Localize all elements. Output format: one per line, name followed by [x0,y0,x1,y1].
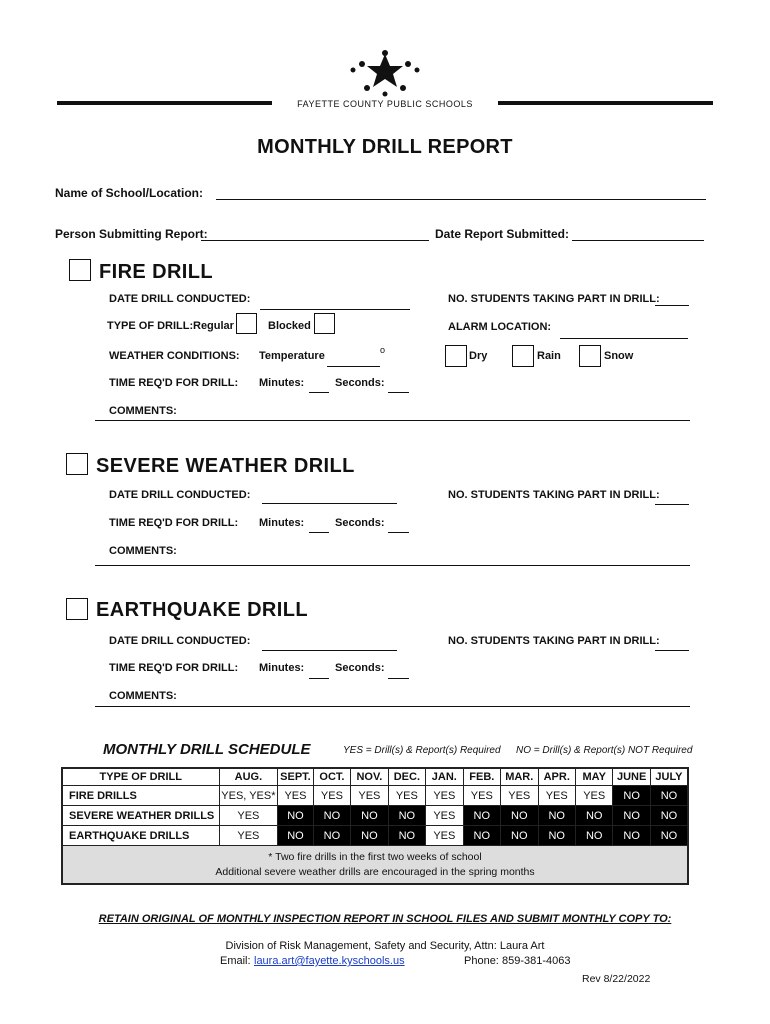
drill-type-cell: SEVERE WEATHER DRILLS [62,806,219,826]
fire-comments-field[interactable] [95,420,690,421]
quake-time-label: TIME REQ'D FOR DRILL: [109,662,239,674]
schedule-cell: NO [388,806,425,826]
schedule-cell: NO [463,826,500,846]
month-header: FEB. [463,768,500,786]
person-field[interactable] [201,240,429,241]
table-row [62,826,688,846]
schedule-cell: NO [538,826,575,846]
schedule-cell: NO [650,786,688,806]
schedule-cell: NO [388,826,425,846]
fire-date-label: DATE DRILL CONDUCTED: [109,293,251,305]
quake-students-field[interactable] [655,650,689,651]
quake-minutes-label: Minutes: [259,662,305,674]
schedule-cell: NO [313,826,350,846]
schedule-cell: NO [463,806,500,826]
email-label: Email: [220,955,251,967]
month-header: JAN. [426,768,463,786]
type-of-drill-header: TYPE OF DRILL [62,768,219,786]
blocked-label: Blocked [268,320,311,332]
severe-time-label: TIME REQ'D FOR DRILL: [109,517,239,529]
quake-comments-label: COMMENTS: [109,690,177,702]
rain-label: Rain [537,350,561,362]
schedule-cell: NO [613,826,650,846]
month-header: JULY [650,768,688,786]
schedule-cell: YES [219,806,278,826]
fire-drill-title: FIRE DRILL [99,261,213,283]
drill-type-cell: FIRE DRILLS [62,786,219,806]
footnote-fire: * Two fire drills in the first two weeks of school [268,850,482,863]
fire-students-label: NO. STUDENTS TAKING PART IN DRILL: [448,293,660,305]
dry-checkbox[interactable] [445,345,467,367]
schedule-cell: YES [575,786,612,806]
schedule-cell: NO [575,826,612,846]
quake-comments-field[interactable] [95,706,690,707]
severe-students-label: NO. STUDENTS TAKING PART IN DRILL: [448,489,660,501]
division-line: Division of Risk Management, Safety and Security, Attn: Laura Art [225,940,545,952]
schedule-cell: NO [613,786,650,806]
severe-comments-label: COMMENTS: [109,545,177,557]
fire-comments-label: COMMENTS: [109,405,177,417]
person-label: Person Submitting Report: [55,227,208,241]
page-title: MONTHLY DRILL REPORT [257,136,513,158]
rain-checkbox[interactable] [512,345,534,367]
fire-date-field[interactable] [260,309,410,310]
schedule-cell: YES [426,806,463,826]
schedule-cell: YES [463,786,500,806]
quake-minutes-field[interactable] [309,678,329,679]
schedule-cell: YES [351,786,388,806]
severe-date-field[interactable] [262,503,397,504]
schedule-cell: NO [650,826,688,846]
schedule-cell: NO [575,806,612,826]
quake-seconds-label: Seconds: [335,662,385,674]
schedule-cell: NO [501,806,538,826]
date-submitted-field[interactable] [572,240,704,241]
fcps-logo-icon [348,50,422,98]
schedule-cell: NO [501,826,538,846]
schedule-cell: NO [278,826,313,846]
school-field[interactable] [216,199,706,200]
temperature-field[interactable] [327,366,380,367]
severe-seconds-label: Seconds: [335,517,385,529]
org-name: FAYETTE COUNTY PUBLIC SCHOOLS [297,99,473,109]
schedule-cell: YES [313,786,350,806]
header-rule-left [57,101,272,105]
schedule-header-row [62,768,688,786]
fire-minutes-field[interactable] [309,392,329,393]
regular-label: Regular [193,320,234,332]
quake-date-label: DATE DRILL CONDUCTED: [109,635,251,647]
table-row [62,806,688,826]
dry-label: Dry [469,350,488,362]
month-header: MAR. [501,768,538,786]
email-link[interactable]: laura.art@fayette.kyschools.us [254,955,405,967]
severe-minutes-field[interactable] [309,532,329,533]
schedule-cell: YES, YES* [219,786,278,806]
severe-minutes-label: Minutes: [259,517,305,529]
blocked-checkbox[interactable] [314,313,335,334]
month-header: SEPT. [278,768,313,786]
schedule-cell: YES [426,786,463,806]
month-header: NOV. [351,768,388,786]
severe-students-field[interactable] [655,504,689,505]
footnote-severe: Additional severe weather drills are encouraged in the spring months [215,865,535,878]
fire-minutes-label: Minutes: [259,377,305,389]
schedule-footnote-row [62,846,688,885]
severe-seconds-field[interactable] [388,532,409,533]
earthquake-title: EARTHQUAKE DRILL [96,599,308,621]
schedule-title: MONTHLY DRILL SCHEDULE [103,741,311,758]
fire-drill-checkbox[interactable] [69,259,91,281]
quake-seconds-field[interactable] [388,678,409,679]
phone-number: 859-381-4063 [502,955,571,967]
month-header: APR. [538,768,575,786]
yes-note: YES = Drill(s) & Report(s) Required [343,745,501,756]
date-submitted-label: Date Report Submitted: [435,227,570,241]
severe-date-label: DATE DRILL CONDUCTED: [109,489,251,501]
quake-date-field[interactable] [262,650,397,651]
month-header: MAY [575,768,612,786]
no-note: NO = Drill(s) & Report(s) NOT Required [516,745,693,756]
schedule-cell: NO [278,806,313,826]
temperature-label: Temperature [259,350,325,362]
retain-instruction: RETAIN ORIGINAL OF MONTHLY INSPECTION REPORT IN SCHOOL FILES AND SUBMIT MONTHLY COPY TO: [98,913,672,925]
weather-conditions-label: WEATHER CONDITIONS: [109,350,240,362]
month-header: DEC. [388,768,425,786]
alarm-location-field[interactable] [560,338,688,339]
regular-checkbox[interactable] [236,313,257,334]
severe-weather-title: SEVERE WEATHER DRILL [96,455,355,477]
schedule-footnote-cell [62,846,688,885]
schedule-cell: YES [219,826,278,846]
schedule-cell: NO [351,806,388,826]
schedule-cell: YES [538,786,575,806]
schedule-cell: NO [650,806,688,826]
degree-symbol: o [380,345,386,355]
schedule-cell: NO [313,806,350,826]
snow-checkbox[interactable] [579,345,601,367]
schedule-cell: YES [388,786,425,806]
fire-type-label: TYPE OF DRILL: [107,320,194,332]
schedule-cell: YES [278,786,313,806]
month-header: OCT. [313,768,350,786]
severe-comments-field[interactable] [95,565,690,566]
schedule-cell: NO [538,806,575,826]
quake-students-label: NO. STUDENTS TAKING PART IN DRILL: [448,635,660,647]
month-header: AUG. [219,768,278,786]
phone-label: Phone: [464,955,499,967]
fire-seconds-label: Seconds: [335,377,385,389]
severe-weather-checkbox[interactable] [66,453,88,475]
drill-schedule-table [61,767,689,885]
table-row [62,786,688,806]
fire-time-label: TIME REQ'D FOR DRILL: [109,377,239,389]
month-header: JUNE [613,768,650,786]
snow-label: Snow [604,350,634,362]
drill-type-cell: EARTHQUAKE DRILLS [62,826,219,846]
schedule-cell: NO [351,826,388,846]
fire-seconds-field[interactable] [388,392,409,393]
school-label: Name of School/Location: [55,186,204,200]
fire-students-field[interactable] [655,305,689,306]
schedule-cell: YES [426,826,463,846]
revision-date: Rev 8/22/2022 [582,973,651,985]
header-rule-right [498,101,713,105]
alarm-location-label: ALARM LOCATION: [448,321,552,333]
earthquake-checkbox[interactable] [66,598,88,620]
schedule-cell: YES [501,786,538,806]
schedule-cell: NO [613,806,650,826]
